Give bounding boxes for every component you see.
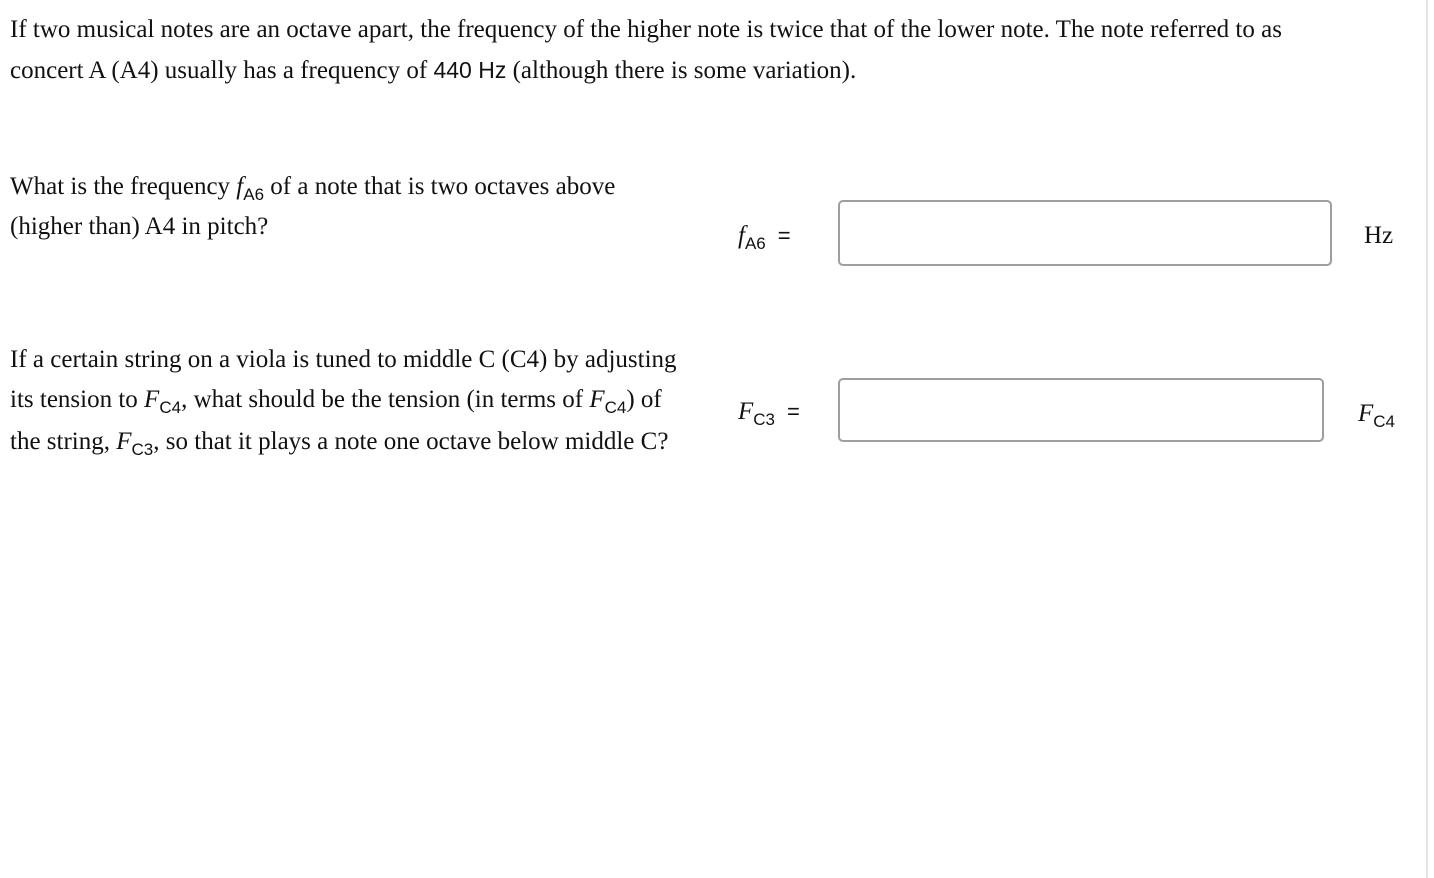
question1-answer-input[interactable] xyxy=(838,200,1332,266)
question2-unit xyxy=(1358,400,1396,431)
page-right-border xyxy=(1426,0,1428,878)
question1-var-subscript: A6 xyxy=(243,185,265,204)
question1-unit: Hz xyxy=(1364,222,1394,249)
question2-answer-input[interactable] xyxy=(838,378,1324,442)
question2-tension-symbol: F xyxy=(144,386,160,413)
question1-lhs-subscript: A6 xyxy=(744,234,766,253)
question2-lhs-subscript: C3 xyxy=(753,410,776,429)
intro-frequency-value: 440 Hz xyxy=(433,57,507,83)
intro-text-line2-end: (although there is some variation). xyxy=(506,57,857,84)
question2-equals: = xyxy=(787,399,800,424)
question2-lhs-symbol: F xyxy=(738,398,754,425)
question2-text: If a certain string on a viola is tuned to middle C (C4) by adjusting its tension to $F_{C4}$, what should be the tension (in terms of $F_{C4}$) of the string, $F_{C3}$, so that it plays a note one octave below middle C? xyxy=(10,346,677,459)
question1-lhs-symbol: f xyxy=(738,222,745,249)
question2-unit-subscript: C4 xyxy=(1373,412,1396,431)
problem-intro xyxy=(10,10,1410,91)
question2-unit-symbol: F xyxy=(1358,400,1374,427)
question1-equals: = xyxy=(777,223,791,248)
question1-text: What is the frequency $f_{A6}$ of a note that is two octaves above (higher than) A4 in pitch? xyxy=(10,173,616,240)
intro-text-line2: concert A (A4) usually has a frequency of xyxy=(10,57,434,84)
question2-tension-subscript: C4 xyxy=(159,398,182,417)
question1-lhs xyxy=(738,222,791,253)
question2-lhs xyxy=(738,398,800,429)
intro-text-line1: If two musical notes are an octave apart, the frequency of the higher note is twice that of the lower note. The note referred to as xyxy=(10,16,1282,43)
question1-var-symbol: f xyxy=(236,173,244,200)
